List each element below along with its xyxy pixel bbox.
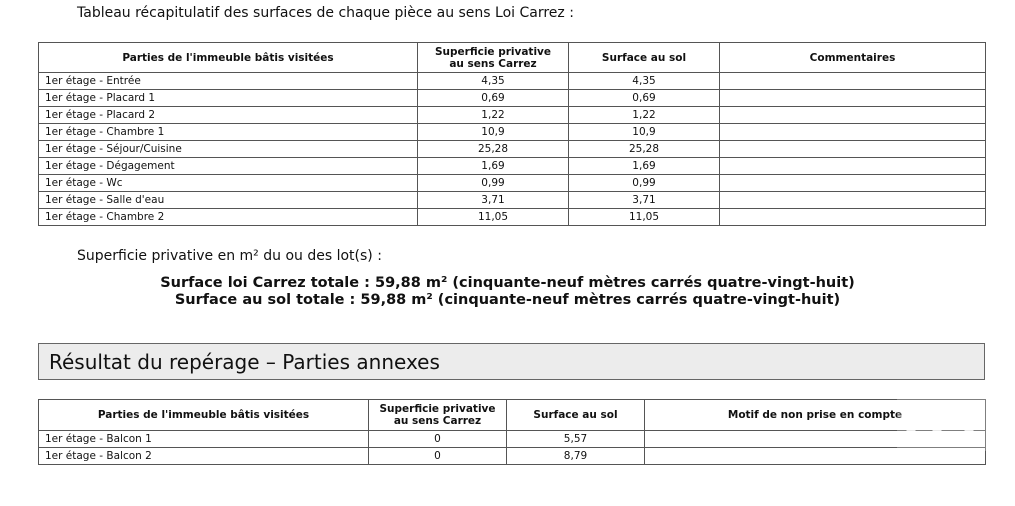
carrez-table [38, 42, 986, 226]
cell-comment [720, 141, 986, 158]
superficie-subtitle: Superficie privative en m² du ou des lot(s) : [77, 248, 382, 264]
header-commentaires: Commentaires [720, 43, 986, 73]
cell-carrez: 11,05 [418, 209, 569, 226]
cell-carrez: 3,71 [418, 192, 569, 209]
cell-comment [720, 107, 986, 124]
cell-sol: 10,9 [569, 124, 720, 141]
annexes-table [38, 399, 986, 465]
header-parties: Parties de l'immeuble bâtis visitées [39, 400, 369, 431]
table-row [39, 192, 986, 209]
cell-carrez: 25,28 [418, 141, 569, 158]
table-row [39, 90, 986, 107]
header-surface-sol: Surface au sol [569, 43, 720, 73]
cell-carrez: 0 [369, 431, 507, 448]
cell-partie: 1er étage - Séjour/Cuisine [39, 141, 418, 158]
cell-partie: 1er étage - Dégagement [39, 158, 418, 175]
cell-comment [720, 124, 986, 141]
cell-carrez: 1,69 [418, 158, 569, 175]
intro-text: Tableau récapitulatif des surfaces de chaque pièce au sens Loi Carrez : [77, 5, 574, 21]
header-superficie-carrez: Superficie privative au sens Carrez [418, 43, 569, 73]
table-row [39, 158, 986, 175]
cell-carrez: 0 [369, 448, 507, 465]
table-row [39, 124, 986, 141]
table-row [39, 209, 986, 226]
table-row [39, 107, 986, 124]
cell-carrez: 10,9 [418, 124, 569, 141]
cell-sol: 3,71 [569, 192, 720, 209]
cell-carrez: 0,99 [418, 175, 569, 192]
cell-sol: 1,22 [569, 107, 720, 124]
cell-partie: 1er étage - Placard 2 [39, 107, 418, 124]
section-title: Résultat du repérage – Parties annexes [38, 343, 985, 380]
table-row [39, 141, 986, 158]
cell-partie: 1er étage - Chambre 1 [39, 124, 418, 141]
header-surface-sol: Surface au sol [507, 400, 645, 431]
cell-sol: 11,05 [569, 209, 720, 226]
cell-carrez: 1,22 [418, 107, 569, 124]
cell-comment [720, 158, 986, 175]
cell-partie: 1er étage - Salle d'eau [39, 192, 418, 209]
cell-comment [720, 73, 986, 90]
cell-partie: 1er étage - Balcon 2 [39, 448, 369, 465]
cell-sol: 4,35 [569, 73, 720, 90]
table-row [39, 431, 986, 448]
cell-partie: 1er étage - Placard 1 [39, 90, 418, 107]
header-motif: Motif de non prise en compte [645, 400, 986, 431]
cell-comment [720, 175, 986, 192]
cell-comment [720, 192, 986, 209]
cell-sol: 8,79 [507, 448, 645, 465]
watermark-logo [897, 396, 987, 451]
totals-block [0, 275, 1015, 309]
cell-sol: 0,99 [569, 175, 720, 192]
cell-partie: 1er étage - Entrée [39, 73, 418, 90]
header-superficie-carrez: Superficie privative au sens Carrez [369, 400, 507, 431]
header-parties: Parties de l'immeuble bâtis visitées [39, 43, 418, 73]
cell-comment [720, 209, 986, 226]
cell-sol: 0,69 [569, 90, 720, 107]
cell-carrez: 4,35 [418, 73, 569, 90]
cell-partie: 1er étage - Wc [39, 175, 418, 192]
cell-sol: 1,69 [569, 158, 720, 175]
cell-comment [720, 90, 986, 107]
table-header-row [39, 400, 986, 431]
cell-carrez: 0,69 [418, 90, 569, 107]
table-row [39, 448, 986, 465]
cell-partie: 1er étage - Chambre 2 [39, 209, 418, 226]
cell-sol: 5,57 [507, 431, 645, 448]
total-sol: Surface au sol totale : 59,88 m² (cinquante-neuf mètres carrés quatre-vingt-huit) [174, 292, 841, 308]
cell-partie: 1er étage - Balcon 1 [39, 431, 369, 448]
table-header-row [39, 43, 986, 73]
table-row [39, 73, 986, 90]
table-row [39, 175, 986, 192]
cell-sol: 25,28 [569, 141, 720, 158]
total-carrez: Surface loi Carrez totale : 59,88 m² (cinquante-neuf mètres carrés quatre-vingt-huit) [160, 275, 855, 291]
